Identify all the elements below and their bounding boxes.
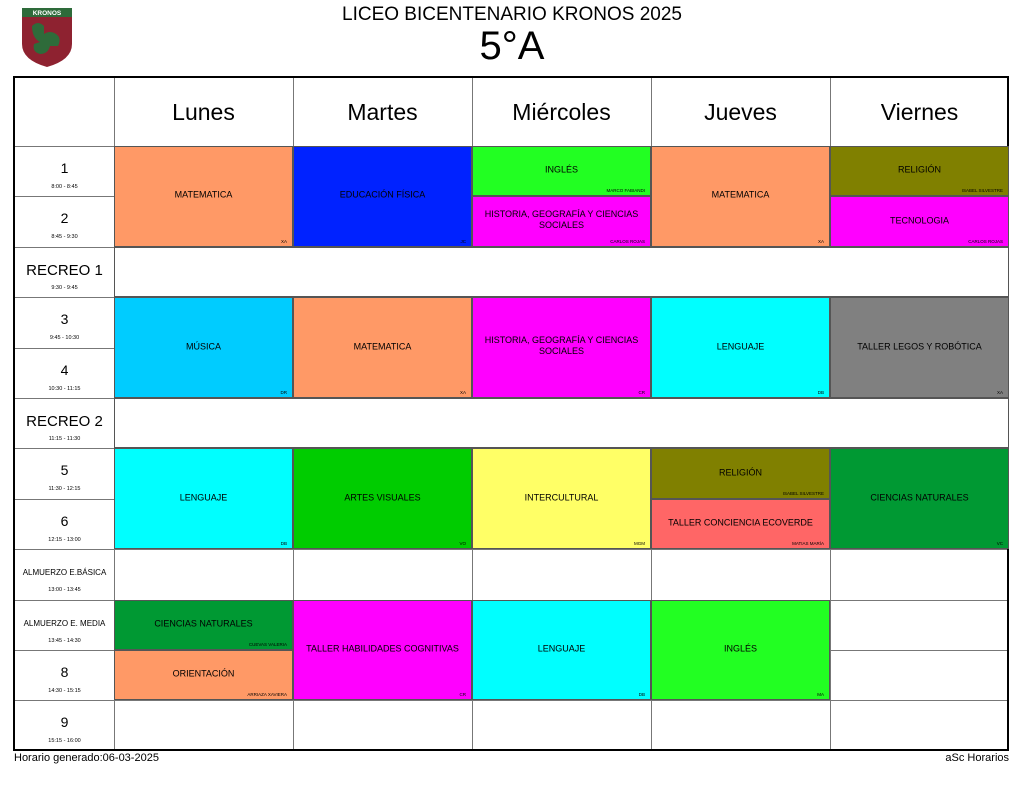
period-number: 8 (60, 664, 69, 680)
lesson-cell[interactable] (114, 297, 293, 398)
period-time: 12:15 - 13:00 (48, 536, 81, 543)
lesson-cell[interactable] (472, 600, 651, 701)
lesson-teacher: DB (638, 692, 645, 698)
lesson-subject: HISTORIA, GEOGRAFÍA Y CIENCIAS SOCIALES (484, 208, 639, 230)
lesson-teacher: CR (638, 389, 645, 395)
lesson-cell[interactable] (472, 297, 651, 398)
lesson-cell[interactable] (114, 650, 293, 700)
period-time: 14:30 - 15:15 (48, 688, 81, 694)
lesson-teacher: CUEVAS VALERIA (248, 641, 287, 647)
lesson-teacher: MGM (634, 541, 645, 547)
period-label (15, 549, 114, 599)
lesson-cell[interactable] (651, 297, 830, 398)
row-divider (15, 549, 1007, 550)
lesson-teacher: ISABEL SILVESTRE (782, 490, 824, 496)
period-label (15, 297, 114, 347)
generated-date: Horario generado:06-03-2025 (14, 752, 159, 764)
period-label (15, 398, 114, 448)
lesson-cell[interactable] (651, 600, 830, 701)
period-time: 11:15 - 11:30 (48, 436, 81, 442)
lesson-cell[interactable] (830, 196, 1009, 246)
lesson-subject: TECNOLOGIA (889, 214, 949, 225)
day-header: Martes (347, 98, 418, 125)
lesson-subject: ORIENTACIÓN (172, 668, 235, 679)
lesson-cell[interactable] (114, 600, 293, 650)
lesson-teacher: VC (996, 541, 1003, 547)
lesson-cell[interactable] (293, 146, 472, 247)
recess-block (114, 247, 1009, 297)
lesson-teacher: MARCO FABIANDI (606, 188, 645, 194)
lesson-cell[interactable] (651, 448, 830, 498)
period-number: ALMUERZO E.BÁSICA (22, 568, 107, 578)
lesson-subject: HISTORIA, GEOGRAFÍA Y CIENCIAS SOCIALES (484, 334, 639, 356)
lesson-cell[interactable] (830, 448, 1009, 549)
lesson-cell[interactable] (114, 146, 293, 247)
lesson-subject: LENGUAJE (179, 492, 228, 503)
logo-text: KRONOS (32, 10, 62, 17)
lesson-teacher: JC (460, 238, 466, 244)
period-label (15, 146, 114, 196)
period-number: 4 (60, 361, 69, 378)
lesson-subject: TALLER CONCIENCIA ECOVERDE (668, 517, 813, 528)
lesson-subject: LENGUAJE (537, 643, 586, 654)
row-divider (15, 700, 1007, 701)
period-label (15, 600, 114, 650)
class-name: 5°A (479, 24, 545, 68)
lesson-teacher: XA (459, 389, 466, 395)
lesson-subject: INTERCULTURAL (524, 492, 599, 503)
lesson-subject: CIENCIAS NATURALES (154, 618, 253, 629)
lesson-subject: MATEMATICA (174, 189, 233, 200)
lesson-cell[interactable] (651, 499, 830, 549)
lesson-subject: RELIGIÓN (897, 164, 941, 175)
period-time: 8:45 - 9:30 (51, 234, 78, 241)
lesson-cell[interactable] (293, 600, 472, 701)
period-time: 9:30 - 9:45 (51, 284, 78, 291)
period-label (15, 348, 114, 398)
lesson-teacher: VO (459, 541, 466, 547)
period-number: 3 (60, 311, 69, 328)
lesson-cell[interactable] (830, 146, 1009, 196)
lesson-teacher: MATIAS MARÍA (792, 541, 824, 547)
period-number: 9 (60, 714, 69, 731)
lesson-teacher: ISABEL SILVESTRE (961, 188, 1003, 194)
period-number: 2 (60, 210, 69, 227)
period-label (15, 196, 114, 246)
period-label (15, 247, 114, 297)
lesson-cell[interactable] (114, 448, 293, 549)
period-label (15, 700, 114, 750)
lesson-subject: EDUCACIÓN FÍSICA (339, 189, 426, 200)
lesson-subject: ARTES VISUALES (344, 492, 421, 503)
lesson-teacher: CARLOS ROJAS (968, 238, 1003, 244)
software-brand: aSc Horarios (945, 752, 1009, 764)
lesson-teacher: DB (280, 541, 287, 547)
lesson-teacher: DB (817, 389, 824, 395)
timetable-grid (13, 76, 1009, 751)
lesson-subject: TALLER HABILIDADES COGNITIVAS (306, 643, 459, 654)
period-time: 15:15 - 16:00 (48, 738, 81, 745)
period-number: RECREO 2 (26, 413, 103, 430)
lesson-teacher: MA (817, 692, 824, 698)
lesson-subject: INGLÉS (544, 164, 578, 175)
period-time: 8:00 - 8:45 (51, 184, 78, 190)
period-time: 11:30 - 12:15 (48, 486, 81, 493)
lesson-cell[interactable] (472, 448, 651, 549)
period-time: 13:00 - 13:45 (48, 587, 81, 594)
lesson-teacher: CR (459, 692, 466, 698)
lesson-subject: CIENCIAS NATURALES (870, 492, 969, 503)
period-time: 13:45 - 14:30 (48, 637, 81, 644)
lesson-teacher: DR (280, 389, 287, 395)
lesson-subject: LENGUAJE (716, 340, 765, 351)
period-time: 9:45 - 10:30 (49, 335, 80, 342)
period-number: 1 (60, 160, 69, 176)
recess-block (114, 398, 1009, 448)
period-number: ALMUERZO E. MEDIA (23, 618, 106, 628)
school-name: LICEO BICENTENARIO KRONOS 2025 (342, 4, 682, 25)
period-label (15, 650, 114, 700)
day-header: Lunes (172, 98, 235, 125)
period-label (15, 499, 114, 549)
lesson-cell[interactable] (830, 297, 1009, 398)
lesson-teacher: XA (817, 238, 824, 244)
lesson-teacher: ARRIAZA XAVIERA (247, 692, 287, 698)
period-label (15, 448, 114, 498)
lesson-teacher: XA (996, 389, 1003, 395)
lesson-cell[interactable] (293, 297, 472, 398)
lesson-subject: TALLER LEGOS Y ROBÓTICA (857, 340, 982, 351)
lesson-subject: RELIGIÓN (718, 466, 762, 477)
lesson-teacher: XA (280, 238, 287, 244)
period-number: 5 (60, 462, 69, 479)
lesson-cell[interactable] (472, 146, 651, 196)
lesson-cell[interactable] (293, 448, 472, 549)
lesson-subject: INGLÉS (723, 643, 757, 654)
period-time: 10:30 - 11:15 (48, 385, 81, 392)
period-number: 6 (60, 512, 69, 529)
lesson-cell[interactable] (651, 146, 830, 247)
day-header: Jueves (704, 98, 777, 125)
lesson-teacher: CARLOS ROJAS (610, 238, 645, 244)
period-number: RECREO 1 (26, 261, 103, 279)
lesson-cell[interactable] (472, 196, 651, 246)
day-header: Viernes (880, 98, 959, 125)
lesson-subject: MATEMATICA (353, 340, 412, 351)
lesson-subject: MÚSICA (185, 340, 221, 351)
day-header: Miércoles (512, 98, 611, 125)
lesson-subject: MATEMATICA (711, 189, 770, 200)
